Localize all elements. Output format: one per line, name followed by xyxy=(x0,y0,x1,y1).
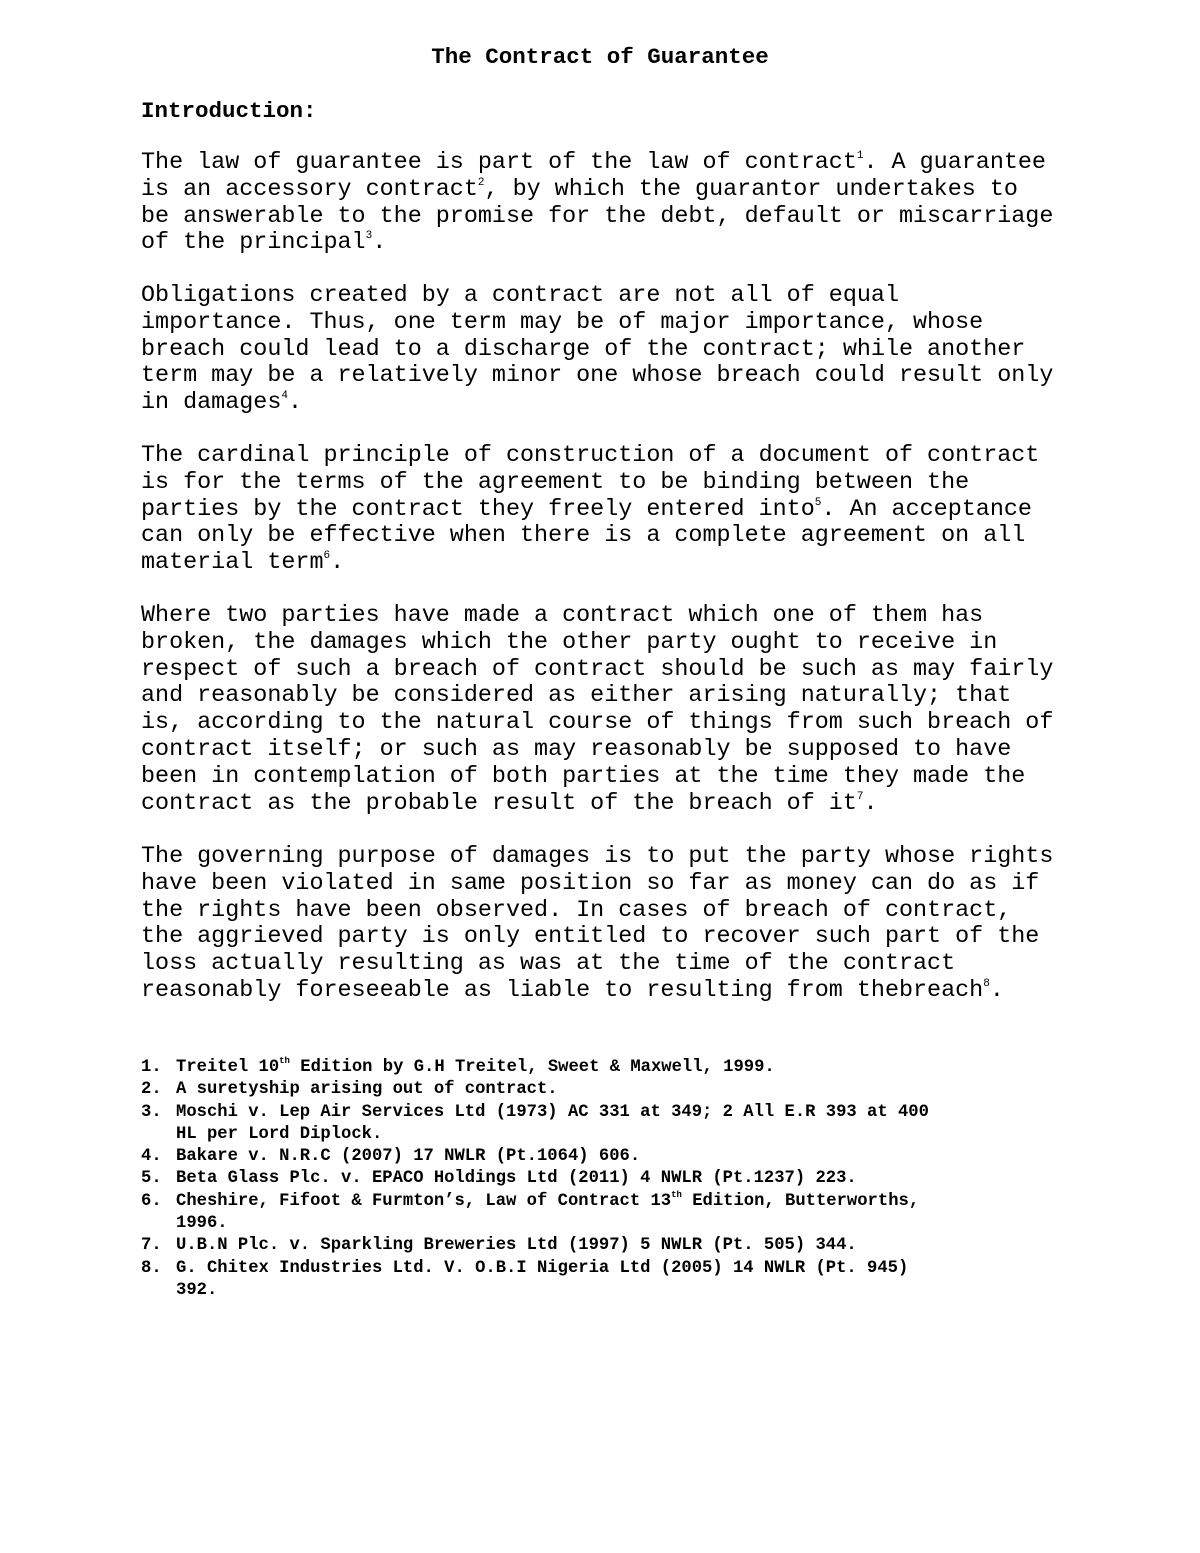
section-heading: Introduction: xyxy=(141,98,317,124)
footnote-item xyxy=(141,1168,1061,1190)
paragraph-text: contract itself; or such as may reasonably be supposed to have xyxy=(141,736,1012,763)
footnote-ref: 6 xyxy=(323,550,331,563)
footnote-text: A suretyship arising out of contract. xyxy=(176,1080,558,1100)
paragraph-text: . An acceptance xyxy=(821,496,1032,523)
footnote-text: Cheshire, Fifoot & Furmton’s, Law of Contract 13 xyxy=(176,1191,672,1211)
paragraph-2 xyxy=(141,283,1101,417)
footnote-text: Beta Glass Plc. v. EPACO Holdings Ltd (2011) 4 NWLR (Pt.1237) 223. xyxy=(176,1169,857,1189)
footnote-ref: 7 xyxy=(856,790,864,803)
paragraph-text: is for the terms of the agreement to be binding between the xyxy=(141,469,970,496)
paragraph-text: broken, the damages which the other party ought to receive in xyxy=(141,629,998,656)
paragraph-text: in damages xyxy=(141,390,282,417)
footnote-superscript: th xyxy=(671,1189,682,1200)
footnote-number: 4. xyxy=(141,1147,162,1167)
footnote-superscript: th xyxy=(279,1056,290,1066)
paragraph-3 xyxy=(141,443,1101,577)
footnote-number: 1. xyxy=(141,1058,162,1077)
paragraph-text: the aggrieved party is only entitled to recover such part of the xyxy=(141,924,1040,951)
paragraph-1 xyxy=(141,150,1101,257)
footnote-number: 8. xyxy=(141,1258,162,1278)
paragraph-text: The law of guarantee is part of the law of contract xyxy=(141,150,857,176)
paragraph-text: , by which the guarantor undertakes to xyxy=(484,176,1018,203)
paragraph-text: respect of such a breach of contract should be such as may fairly xyxy=(141,656,1054,683)
paragraph-text: be answerable to the promise for the debt, default or miscarriage xyxy=(141,203,1054,230)
footnote-ref: 5 xyxy=(814,496,822,509)
footnote-ref: 2 xyxy=(477,176,485,189)
footnote-number: 7. xyxy=(141,1236,162,1256)
paragraph-4 xyxy=(141,603,1101,817)
footnote-ref: 4 xyxy=(281,390,288,403)
footnote-ref: 1 xyxy=(856,150,864,162)
paragraph-text: importance. Thus, one term may be of major importance, whose xyxy=(141,309,984,336)
footnote-item xyxy=(141,1079,1061,1101)
paragraph-text: term may be a relatively minor one whose breach could result only xyxy=(141,363,1054,390)
footnote-item xyxy=(141,1102,1061,1147)
footnote-text: Edition by G.H Treitel, Sweet & Maxwell, 1999. xyxy=(289,1058,775,1077)
footnote-text: G. Chitex Industries Ltd. V. O.B.I Nigeria Ltd (2005) 14 NWLR (Pt. 945) xyxy=(176,1258,909,1278)
paragraph-text: been in contemplation of both parties at the time they made the xyxy=(141,763,1026,790)
paragraph-text: Obligations created by a contract are not all of equal xyxy=(141,283,899,309)
footnote-ref: 8 xyxy=(983,977,990,990)
footnote-text: Treitel 10 xyxy=(176,1058,280,1077)
paragraph-text: have been violated in same position so far as money can do as if xyxy=(141,870,1040,897)
footnote-item xyxy=(141,1146,1061,1168)
paragraph-text: . xyxy=(989,977,1004,1004)
paragraph-text: . xyxy=(287,390,303,417)
paragraph-text: . xyxy=(863,790,878,817)
paragraph-text: breach could lead to a discharge of the contract; while another xyxy=(141,336,1026,363)
footnote-ref: 3 xyxy=(365,230,373,243)
footnote-text: 392. xyxy=(176,1280,218,1300)
paragraph-text: reasonably foreseeable as liable to resulting from thebreach xyxy=(141,977,984,1004)
footnote-item xyxy=(141,1057,1061,1079)
page-title: The Contract of Guarantee xyxy=(431,44,769,70)
footnote-text: U.B.N Plc. v. Sparkling Breweries Ltd (1997) 5 NWLR (Pt. 505) 344. xyxy=(176,1236,857,1256)
footnote-text: 1996. xyxy=(176,1214,228,1234)
paragraph-text: is, according to the natural course of things from such breach of xyxy=(141,710,1054,737)
footnote-item xyxy=(141,1191,1061,1236)
paragraph-text: can only be effective when there is a complete agreement on all xyxy=(141,523,1026,550)
paragraph-text: . xyxy=(330,550,345,577)
footnote-number: 5. xyxy=(141,1169,162,1189)
paragraph-text: Where two parties have made a contract which one of them has xyxy=(141,603,984,629)
paragraph-text: material term xyxy=(141,550,324,577)
paragraph-text: the rights have been observed. In cases of breach of contract, xyxy=(141,897,1012,924)
paragraph-text: . A guarantee xyxy=(863,150,1046,176)
paragraph-text: The governing purpose of damages is to put the party whose rights xyxy=(141,844,1054,870)
footnote-text: Edition, Butterworths, xyxy=(681,1191,920,1211)
paragraph-5 xyxy=(141,844,1101,1005)
footnote-text: Moschi v. Lep Air Services Ltd (1973) AC 331 at 349; 2 All E.R 393 at 400 xyxy=(176,1102,929,1122)
paragraph-text: and reasonably be considered as either arising naturally; that xyxy=(141,683,1012,710)
footnote-text: Bakare v. N.R.C (2007) 17 NWLR (Pt.1064) 606. xyxy=(176,1147,641,1167)
paragraph-text: contract as the probable result of the breach of it xyxy=(141,790,857,817)
footnote-number: 6. xyxy=(141,1191,162,1211)
paragraph-text: of the principal xyxy=(141,230,366,257)
paragraph-text: The cardinal principle of construction of a document of contract xyxy=(141,443,1040,469)
paragraph-text: is an accessory contract xyxy=(141,176,478,203)
footnote-item xyxy=(141,1258,1061,1303)
paragraph-text: . xyxy=(372,230,387,257)
footnote-number: 3. xyxy=(141,1102,162,1122)
paragraph-text: loss actually resulting as was at the time of the contract xyxy=(141,951,956,978)
footnote-item xyxy=(141,1235,1061,1257)
footnote-list xyxy=(141,1057,1061,1302)
paragraph-text: parties by the contract they freely entered into xyxy=(141,496,815,523)
footnote-text: HL per Lord Diplock. xyxy=(176,1124,383,1144)
footnote-number: 2. xyxy=(141,1080,162,1100)
